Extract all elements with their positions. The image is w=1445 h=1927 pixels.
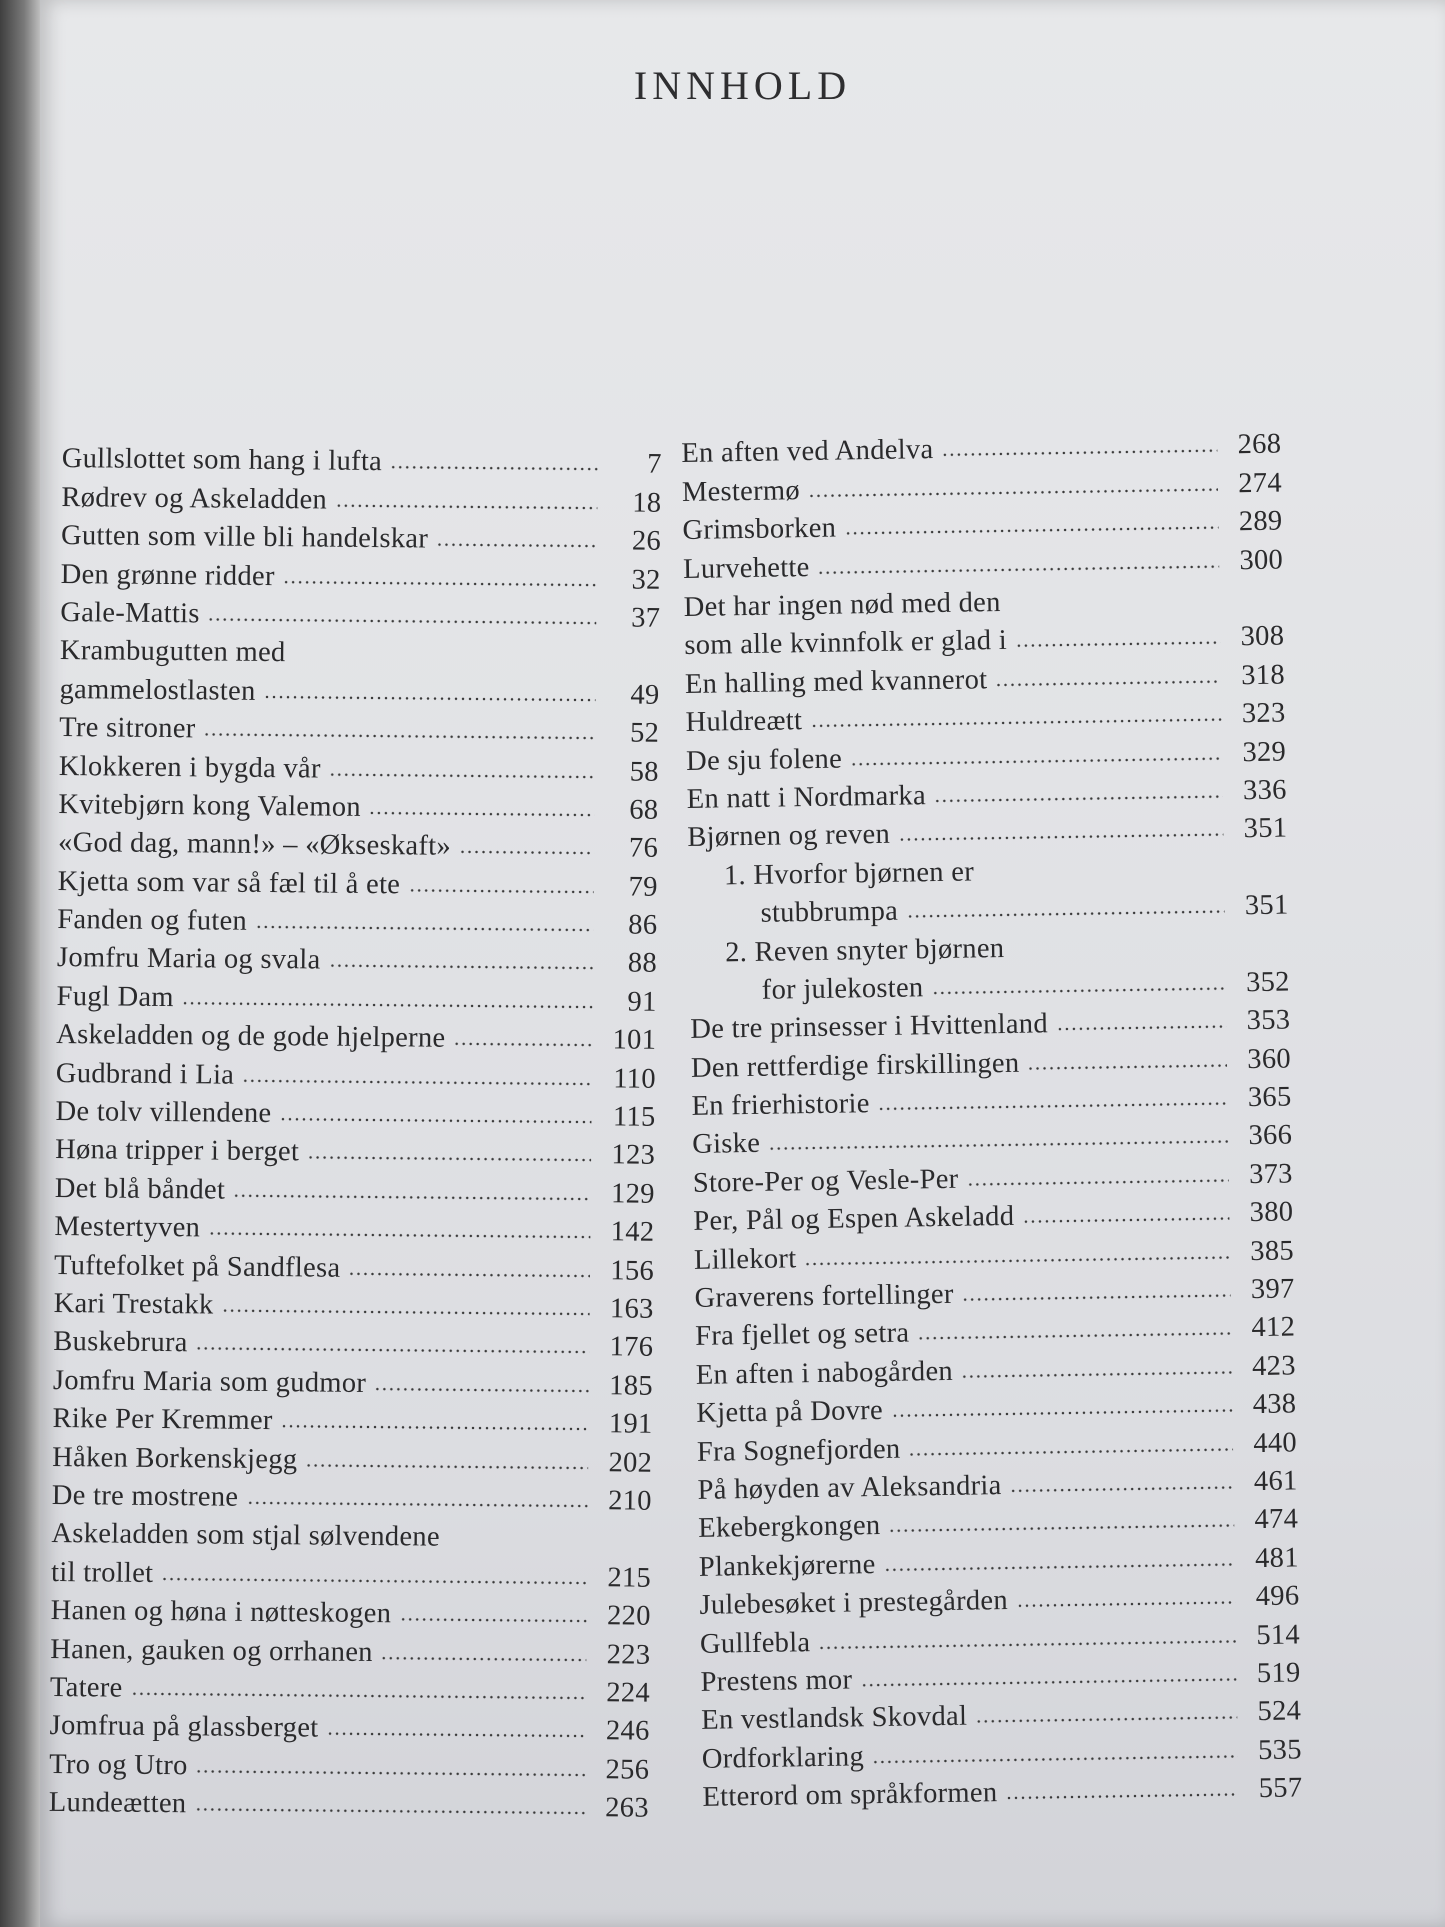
dot-leader bbox=[1016, 1601, 1236, 1608]
toc-entry-title: Rike Per Kremmer bbox=[52, 1403, 273, 1437]
toc-entry bbox=[49, 1781, 649, 1825]
toc-entry-page: 353 bbox=[1246, 1004, 1291, 1037]
toc-entry-title: Etterord om språkformen bbox=[702, 1777, 998, 1813]
toc-entry bbox=[59, 629, 660, 712]
dot-leader bbox=[196, 1347, 590, 1355]
dot-leader bbox=[307, 1156, 591, 1163]
toc-entry bbox=[52, 1397, 652, 1441]
toc-entry bbox=[54, 1205, 654, 1249]
dot-leader bbox=[808, 487, 1218, 497]
toc-entry-title: Kjetta på Dovre bbox=[696, 1395, 884, 1430]
toc-entry-title: Tre sitroner bbox=[59, 712, 196, 745]
dot-leader bbox=[810, 718, 1221, 728]
toc-entry-page: 274 bbox=[1237, 467, 1283, 500]
dot-leader bbox=[328, 964, 592, 971]
toc-entry-page: 412 bbox=[1251, 1311, 1296, 1344]
toc-entry bbox=[56, 1051, 656, 1095]
dot-leader bbox=[208, 1232, 590, 1240]
toc-entry bbox=[58, 859, 658, 903]
dot-leader bbox=[917, 1332, 1231, 1341]
dot-leader bbox=[941, 449, 1217, 457]
dot-leader bbox=[281, 1424, 589, 1431]
toc-entry-title: Kjetta som var så fæl til å ete bbox=[57, 865, 401, 900]
toc-entry-title: Store-Per og Vesle-Per bbox=[692, 1163, 959, 1199]
toc-entry-title: Rødrev og Askeladden bbox=[61, 481, 328, 516]
toc-entry-page: 351 bbox=[1243, 812, 1288, 845]
toc-entry-page: 366 bbox=[1248, 1119, 1293, 1152]
toc-entry bbox=[62, 437, 662, 481]
toc-entry-page: 496 bbox=[1255, 1580, 1300, 1613]
toc-right-column bbox=[681, 423, 1303, 1814]
dot-leader bbox=[909, 1447, 1234, 1456]
toc-entry-page: 86 bbox=[628, 909, 658, 941]
toc-entry-page: 37 bbox=[631, 602, 661, 634]
toc-entry-title: Jomfru Maria som gudmor bbox=[52, 1364, 367, 1399]
toc-entry-page: 91 bbox=[627, 986, 657, 1018]
toc-entry bbox=[54, 1282, 654, 1326]
toc-entry-title: Lillekort bbox=[693, 1242, 797, 1276]
toc-entry-page: 185 bbox=[609, 1370, 654, 1402]
dot-leader bbox=[242, 1078, 592, 1085]
toc-entry-page: 76 bbox=[628, 832, 659, 865]
toc-left-column bbox=[49, 437, 662, 1825]
toc-entry-title: Jomfru Maria og svala bbox=[56, 942, 321, 976]
dot-leader bbox=[768, 1140, 1228, 1151]
toc-entry bbox=[61, 552, 661, 596]
dot-leader bbox=[804, 1255, 1230, 1266]
toc-entry-page: 535 bbox=[1257, 1734, 1303, 1766]
toc-entry-page: 308 bbox=[1240, 620, 1285, 653]
dot-leader bbox=[182, 1001, 593, 1009]
toc-entry-page: 352 bbox=[1245, 966, 1290, 999]
dot-leader bbox=[884, 1562, 1235, 1572]
dot-leader bbox=[305, 1463, 588, 1470]
toc-entry-title: De tre mostrene bbox=[51, 1479, 239, 1513]
dot-leader bbox=[348, 1271, 590, 1277]
toc-entry-page: 191 bbox=[608, 1408, 653, 1440]
toc-entry-title: En frierhistorie bbox=[691, 1088, 870, 1122]
toc-entry-page: 68 bbox=[629, 794, 659, 826]
toc-entry bbox=[52, 1474, 652, 1518]
toc-entry-title: Askeladden som stjal sølvendene bbox=[51, 1518, 441, 1554]
toc-entry-page: 557 bbox=[1258, 1772, 1303, 1805]
toc-entry-title: Fra fjellet og setra bbox=[694, 1317, 910, 1353]
toc-entry-page: 49 bbox=[630, 679, 660, 711]
dot-leader bbox=[818, 1639, 1236, 1650]
dot-leader bbox=[906, 910, 1224, 919]
toc-entry-page: 7 bbox=[647, 449, 662, 481]
toc-entry-title: Prestens mor bbox=[700, 1664, 853, 1698]
toc-entry bbox=[61, 514, 661, 558]
toc-entry-page: 110 bbox=[613, 1062, 657, 1095]
toc-entry-title: En halling med kvannerot bbox=[684, 663, 988, 700]
toc-entry-title: Hanen, gauken og orrhanen bbox=[50, 1633, 373, 1668]
book-spine-edge bbox=[0, 0, 44, 1927]
dot-leader bbox=[436, 543, 597, 549]
toc-entry bbox=[49, 1742, 649, 1786]
toc-entry bbox=[61, 475, 661, 519]
toc-entry-page: 397 bbox=[1250, 1273, 1295, 1306]
toc-entry-page: 142 bbox=[610, 1216, 655, 1248]
toc-entry bbox=[52, 1435, 652, 1479]
toc-entry-title: Fugl Dam bbox=[56, 980, 174, 1013]
toc-entry-title: Den rettferdige firskillingen bbox=[690, 1047, 1020, 1084]
toc-entry-title: Bjørnen og reven bbox=[687, 819, 891, 854]
toc-entry-title: Julebesøket i prestegården bbox=[699, 1585, 1009, 1622]
toc-entry-title: 2. Reven snyter bjørnen bbox=[724, 932, 1005, 968]
dot-leader bbox=[850, 756, 1222, 766]
toc-entry-title: Mestertyven bbox=[54, 1211, 201, 1244]
dot-leader bbox=[130, 1692, 585, 1700]
dot-leader bbox=[961, 1370, 1232, 1378]
toc-entry-page: 176 bbox=[609, 1331, 654, 1364]
toc-entry-title: Fra Sognefjorden bbox=[696, 1433, 901, 1468]
toc-entry-page: 79 bbox=[628, 871, 658, 903]
toc-entry-title: Buskebrura bbox=[53, 1326, 188, 1359]
dot-leader bbox=[453, 1042, 592, 1047]
toc-entry-title: Kvitebjørn kong Valemon bbox=[58, 788, 362, 823]
toc-entry-title: Ordforklaring bbox=[701, 1741, 865, 1775]
dot-leader bbox=[326, 1732, 585, 1738]
toc-entry-title: 1. Hvorfor bjørnen er bbox=[723, 856, 975, 892]
toc-entry bbox=[57, 898, 657, 942]
toc-entry-title: Per, Pål og Espen Askeladd bbox=[693, 1201, 1015, 1238]
toc-entry-page: 263 bbox=[605, 1792, 650, 1824]
dot-leader bbox=[934, 794, 1223, 803]
toc-entry-page: 52 bbox=[629, 717, 660, 749]
toc-entry bbox=[51, 1589, 651, 1633]
toc-entry-page: 524 bbox=[1257, 1695, 1302, 1728]
toc-entry-title: Lundeætten bbox=[48, 1787, 187, 1820]
toc-entry-page: 289 bbox=[1238, 505, 1283, 538]
toc-entry-title: En aften i nabogården bbox=[695, 1355, 954, 1391]
toc-entry-page: 210 bbox=[608, 1485, 652, 1517]
toc-entry-page: 440 bbox=[1253, 1427, 1298, 1459]
toc-entry-title: På høyden av Aleksandria bbox=[697, 1470, 1002, 1506]
toc-entry-page: 423 bbox=[1251, 1350, 1296, 1382]
toc-entry-page: 323 bbox=[1241, 697, 1286, 730]
toc-entry-title: Graverens fortellinger bbox=[694, 1278, 954, 1314]
toc-entry-title: Lurvehette bbox=[682, 551, 810, 585]
toc-entry-title: En vestlandsk Skovdal bbox=[701, 1700, 968, 1737]
toc-entry-page: 385 bbox=[1250, 1235, 1295, 1267]
dot-leader bbox=[975, 1716, 1237, 1724]
toc-entry-title: De sju folene bbox=[685, 743, 843, 777]
toc-entry-title: Fanden og futen bbox=[57, 904, 248, 937]
dot-leader bbox=[335, 503, 597, 510]
toc-entry-page: 268 bbox=[1237, 428, 1282, 461]
toc-entry-page: 380 bbox=[1249, 1196, 1294, 1229]
toc-entry-page: 481 bbox=[1254, 1542, 1300, 1574]
toc-entry bbox=[50, 1627, 650, 1671]
dot-leader bbox=[194, 1807, 584, 1815]
toc-entry-title: Ekebergkongen bbox=[697, 1510, 881, 1545]
toc-entry-page: 123 bbox=[611, 1139, 656, 1172]
dot-leader bbox=[390, 466, 598, 472]
toc-entry bbox=[60, 591, 660, 635]
toc-entry-title: Tro og Utro bbox=[49, 1748, 188, 1781]
toc-entry-title: Det blå båndet bbox=[54, 1172, 226, 1206]
dot-leader bbox=[233, 1194, 591, 1201]
toc-entry bbox=[57, 936, 657, 980]
dot-leader bbox=[891, 1409, 1233, 1418]
toc-entry-title: «God dag, mann!» – «Økseskaft» bbox=[57, 827, 452, 863]
toc-entry-title: En natt i Nordmarka bbox=[686, 780, 927, 815]
toc-entry-page: 474 bbox=[1254, 1503, 1299, 1536]
dot-leader bbox=[279, 1117, 591, 1124]
toc-entry-page: 115 bbox=[612, 1101, 656, 1133]
toc-entry-title: Høna tripper i berget bbox=[55, 1134, 300, 1168]
dot-leader bbox=[283, 580, 597, 587]
toc-entry-page: 220 bbox=[606, 1600, 651, 1632]
dot-leader bbox=[203, 733, 595, 741]
toc-entry-title: Gullfebla bbox=[699, 1626, 811, 1660]
dot-leader bbox=[967, 1178, 1229, 1186]
toc-entry bbox=[49, 1704, 649, 1748]
dot-leader bbox=[255, 925, 593, 932]
toc-entry bbox=[683, 576, 1284, 662]
dot-leader bbox=[221, 1309, 589, 1317]
dot-leader bbox=[872, 1754, 1238, 1764]
dot-leader bbox=[1015, 641, 1220, 648]
dot-leader bbox=[995, 679, 1221, 687]
toc-entry-title: Gutten som ville bli handelskar bbox=[60, 520, 429, 555]
toc-entry-page: 246 bbox=[605, 1715, 650, 1748]
dot-leader bbox=[329, 772, 595, 779]
toc-entry-title: Krambugutten med bbox=[59, 635, 286, 669]
toc-entry-page: 129 bbox=[610, 1178, 655, 1210]
toc-entry-title: Mestermø bbox=[681, 474, 801, 508]
toc-entry bbox=[53, 1320, 653, 1364]
toc-entry-page: 224 bbox=[606, 1677, 651, 1709]
toc-entry-title: Huldreætt bbox=[685, 705, 803, 739]
dot-leader bbox=[888, 1524, 1234, 1533]
toc-entry-page: 58 bbox=[629, 755, 659, 788]
toc-entry-page: 101 bbox=[612, 1024, 657, 1056]
toc-entry-title: Håken Borkenskjegg bbox=[52, 1441, 298, 1475]
toc-entry-page: 329 bbox=[1242, 736, 1287, 768]
toc-entry-page: 360 bbox=[1247, 1043, 1292, 1075]
toc-entry bbox=[55, 1090, 655, 1134]
toc-entry bbox=[56, 974, 656, 1018]
toc-entry bbox=[688, 845, 1289, 931]
dot-leader bbox=[1056, 1025, 1226, 1032]
toc-entry bbox=[53, 1358, 653, 1402]
toc-entry-page: 351 bbox=[1244, 889, 1289, 922]
toc-entry-title: Gudbrand i Lia bbox=[55, 1057, 235, 1091]
toc-entry-page: 519 bbox=[1256, 1657, 1301, 1690]
dot-leader bbox=[369, 811, 595, 817]
page-title: INNHOLD bbox=[633, 63, 852, 108]
toc-entry-page: 438 bbox=[1252, 1388, 1297, 1421]
toc-entry-title: Den grønne ridder bbox=[60, 558, 275, 592]
toc-entry-page: 202 bbox=[608, 1446, 653, 1479]
dot-leader bbox=[1010, 1485, 1234, 1493]
toc-entry-title: Giske bbox=[691, 1128, 761, 1161]
toc-entry bbox=[55, 1128, 655, 1172]
toc-entry-title: Askeladden og de gode hjelperne bbox=[56, 1019, 446, 1054]
toc-entry-title: De tre prinsesser i Hvittenland bbox=[690, 1008, 1049, 1046]
toc-entry-title: Tuftefolket på Sandflesa bbox=[53, 1249, 341, 1284]
dot-leader bbox=[161, 1577, 587, 1585]
toc-entry bbox=[58, 821, 658, 865]
toc-entry-title: Gale-Mattis bbox=[60, 596, 200, 630]
toc-entry-page: 318 bbox=[1240, 659, 1286, 691]
dot-leader bbox=[1022, 1217, 1229, 1224]
toc-entry bbox=[59, 744, 659, 788]
toc-entry-page: 256 bbox=[605, 1753, 650, 1786]
dot-leader bbox=[962, 1294, 1231, 1302]
toc-entry bbox=[689, 922, 1290, 1008]
toc-entry-title: Plankekjørerne bbox=[698, 1548, 876, 1583]
toc-entry-page: 163 bbox=[609, 1293, 654, 1325]
dot-leader bbox=[196, 1769, 586, 1777]
toc-entry-title: En aften ved Andelva bbox=[681, 434, 934, 470]
dot-leader bbox=[898, 833, 1223, 842]
toc-entry-title: De tolv villendene bbox=[55, 1096, 272, 1130]
toc-entry bbox=[56, 1013, 656, 1057]
toc-entry-page: 373 bbox=[1248, 1158, 1293, 1191]
dot-leader bbox=[459, 850, 594, 855]
dot-leader bbox=[399, 1617, 586, 1623]
dot-leader bbox=[264, 695, 596, 702]
dot-leader bbox=[878, 1102, 1228, 1111]
toc-entry-page: 300 bbox=[1239, 544, 1284, 576]
toc-entry bbox=[50, 1665, 650, 1709]
toc-entry-page: 514 bbox=[1256, 1618, 1301, 1651]
toc-entry-title: Gullslottet som hang i lufta bbox=[61, 443, 383, 478]
dot-leader bbox=[374, 1387, 589, 1393]
toc-entry-page: 223 bbox=[606, 1638, 651, 1671]
toc-entry-title-continued: for julekosten bbox=[761, 972, 924, 1006]
toc-entry-title: Hanen og høna i nøtteskogen bbox=[50, 1595, 392, 1630]
toc-entry-page: 365 bbox=[1247, 1081, 1292, 1114]
toc-entry-page: 336 bbox=[1242, 774, 1287, 807]
dot-leader bbox=[246, 1501, 588, 1508]
toc-entry-title: Det har ingen nød med den bbox=[683, 586, 1001, 623]
dot-leader bbox=[381, 1656, 587, 1662]
dot-leader bbox=[860, 1677, 1236, 1687]
toc-entry bbox=[59, 706, 659, 750]
toc-entry-title-continued: stubbrumpa bbox=[760, 895, 899, 929]
dot-leader bbox=[408, 888, 594, 894]
toc-entry bbox=[55, 1166, 655, 1210]
toc-entry-title: Tatere bbox=[49, 1671, 123, 1704]
toc-entry bbox=[51, 1512, 652, 1595]
toc-entry-page: 88 bbox=[627, 947, 658, 980]
dot-leader bbox=[1027, 1063, 1227, 1070]
toc-entry-title: Jomfrua på glassberget bbox=[49, 1710, 319, 1744]
toc-entry-page: 461 bbox=[1253, 1465, 1298, 1498]
dot-leader bbox=[1005, 1793, 1238, 1801]
toc-entry-page: 18 bbox=[632, 487, 662, 519]
toc-entry-page: 26 bbox=[631, 525, 662, 557]
toc-entry-title-continued: til trollet bbox=[50, 1556, 154, 1589]
toc-entry-title: Kari Trestakk bbox=[53, 1287, 214, 1321]
toc-entry bbox=[58, 783, 658, 827]
toc-entry bbox=[54, 1243, 654, 1287]
dot-leader bbox=[818, 564, 1220, 574]
toc-entry-page: 156 bbox=[610, 1254, 655, 1287]
toc-entry-page: 215 bbox=[607, 1562, 652, 1594]
dot-leader bbox=[844, 526, 1218, 536]
toc-entry-title-continued: som alle kvinnfolk er glad i bbox=[684, 625, 1008, 662]
toc-entry-page: 32 bbox=[631, 564, 661, 596]
dot-leader bbox=[208, 617, 597, 625]
toc-entry-title: Klokkeren i bygda vår bbox=[58, 750, 321, 785]
dot-leader bbox=[932, 986, 1226, 995]
toc-entry-title: Grimsborken bbox=[682, 512, 837, 547]
toc-entry-title-continued: gammelostlasten bbox=[59, 673, 256, 707]
